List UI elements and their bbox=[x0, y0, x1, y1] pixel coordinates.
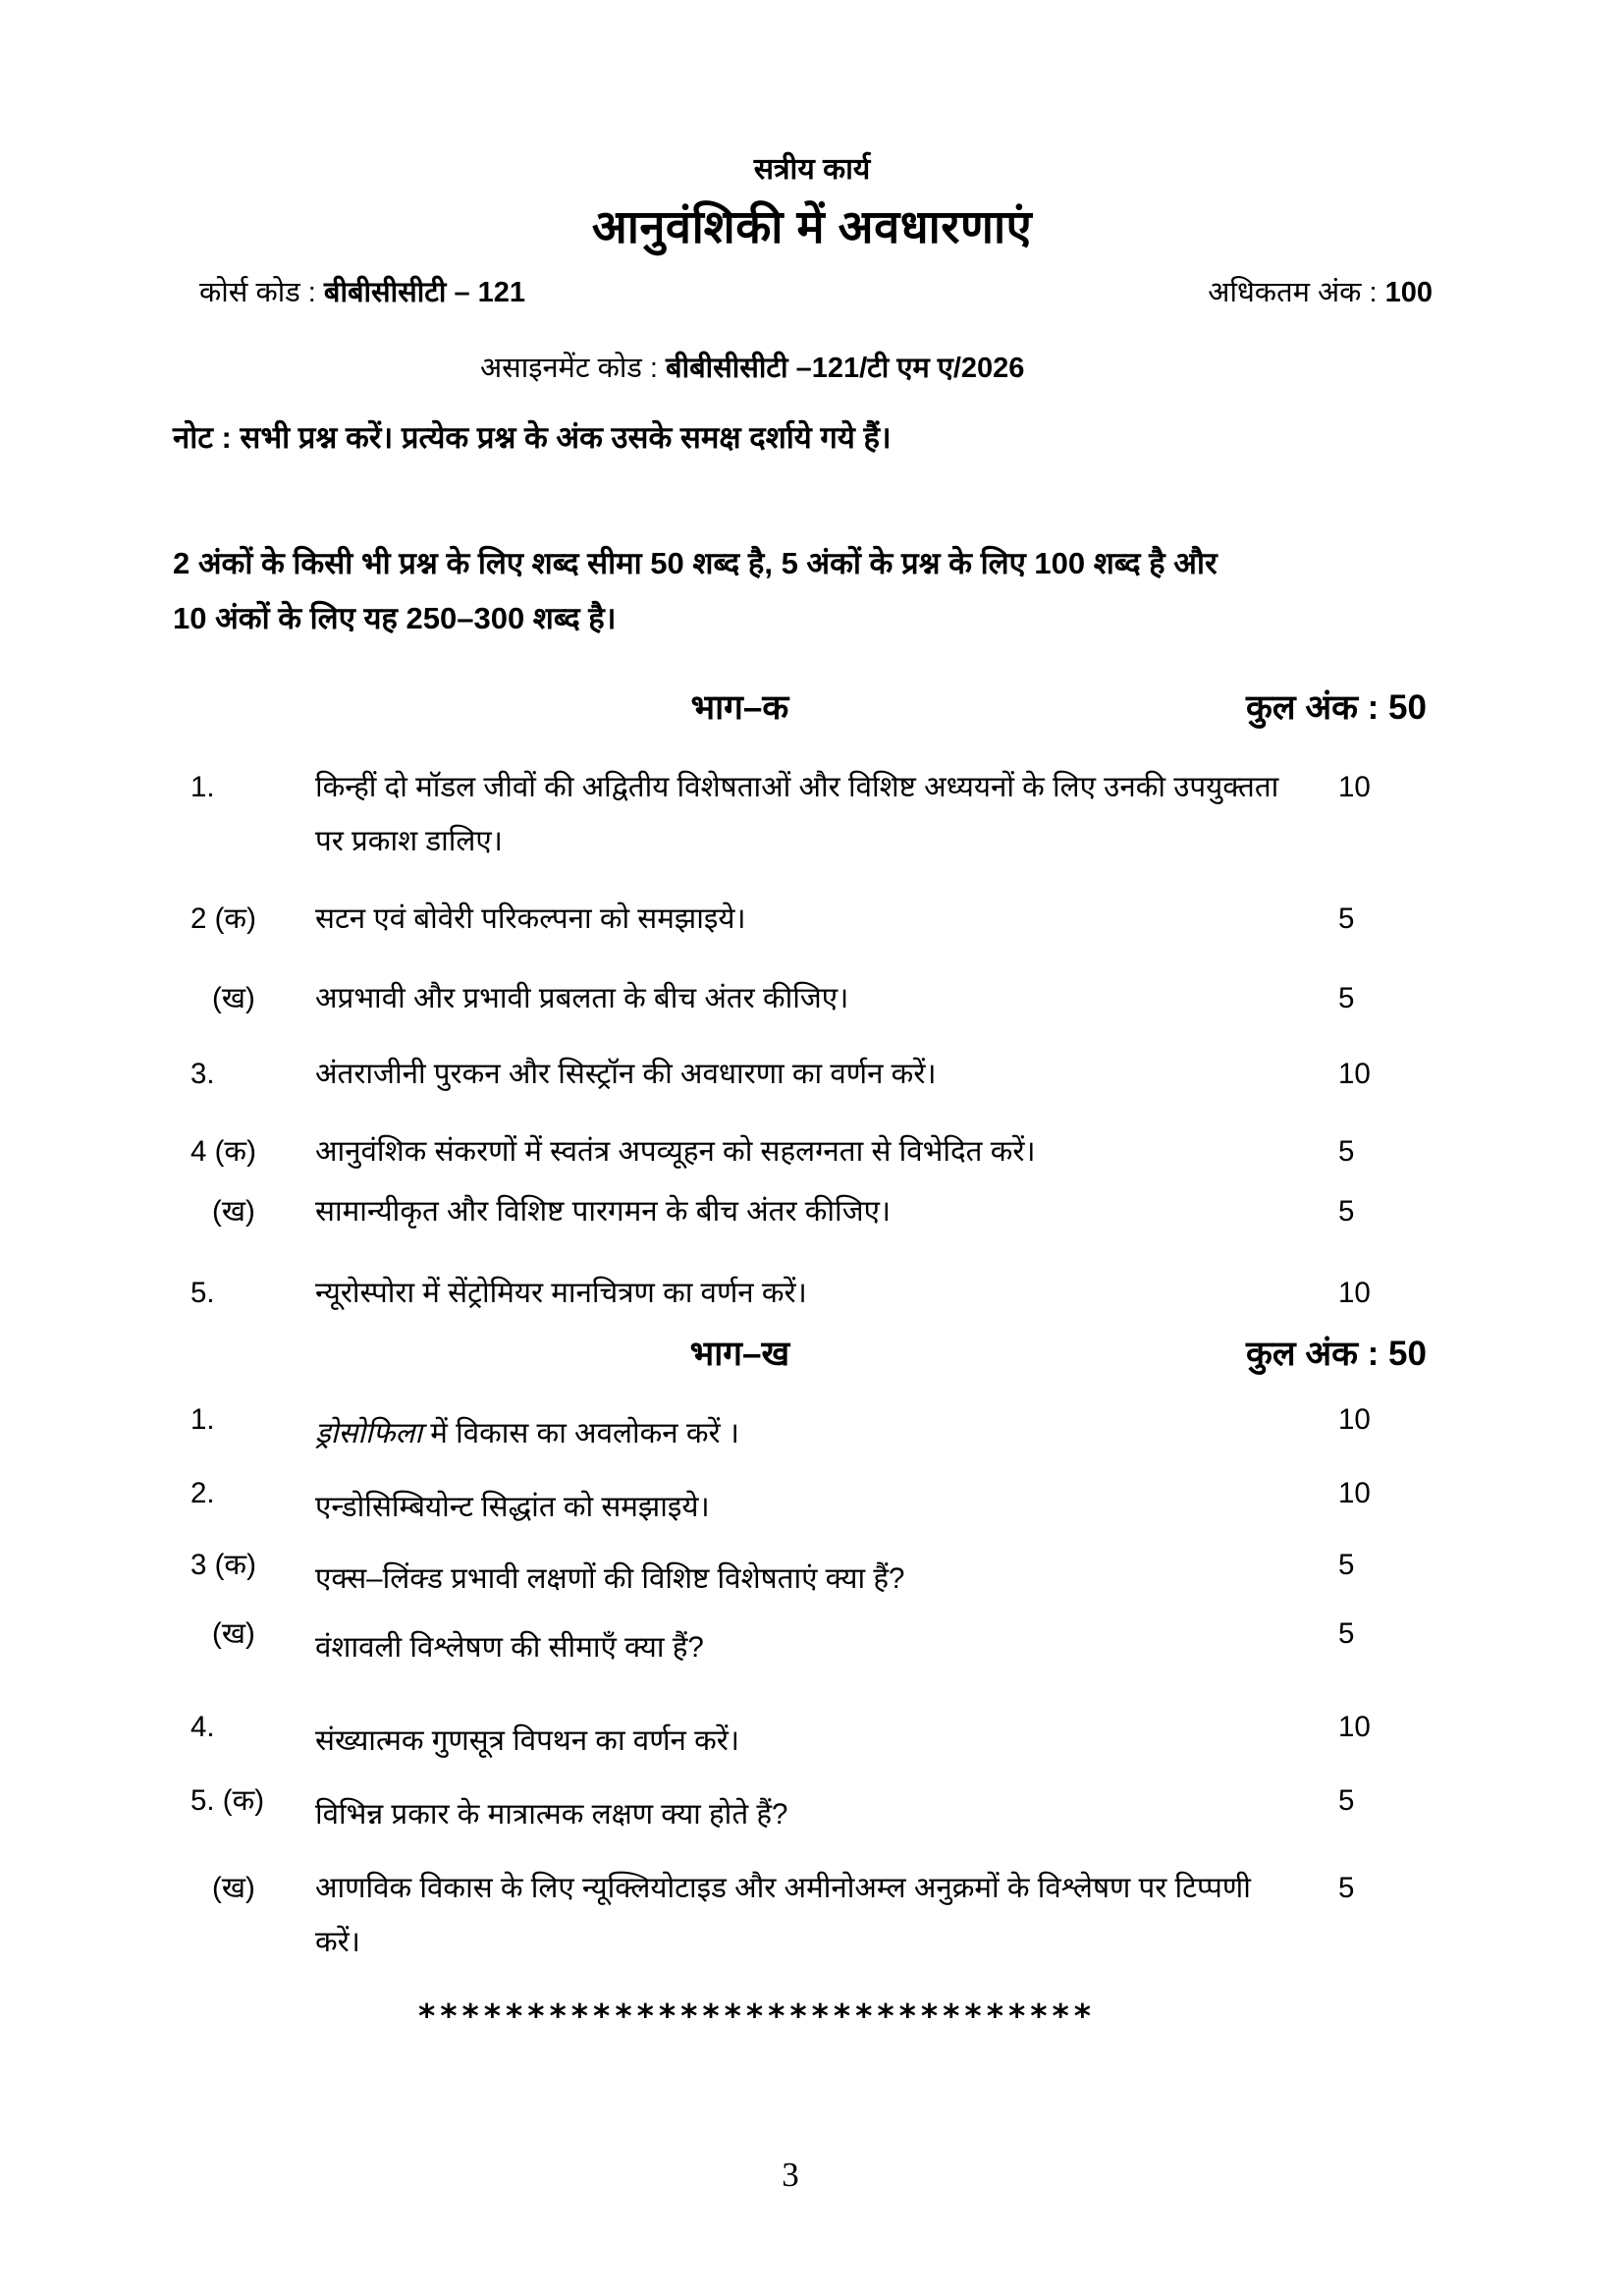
question-marks: 5 bbox=[1338, 1195, 1355, 1228]
question-row bbox=[173, 1861, 1433, 1969]
question-text bbox=[315, 1406, 1315, 1460]
note-line: नोट : सभी प्रश्न करें। प्रत्येक प्रश्न के अंक उसके समक्ष दर्शाये गये हैं। bbox=[173, 420, 892, 455]
question-row bbox=[173, 1124, 1433, 1178]
question-row bbox=[173, 971, 1433, 1025]
question-row bbox=[173, 1711, 1433, 1768]
question-marks: 5 bbox=[1338, 902, 1355, 935]
meta-row bbox=[173, 272, 1433, 310]
question-text: न्यूरोस्पोरा में सेंट्रोमियर मानचित्रण का वर्णन करें। bbox=[315, 1277, 807, 1309]
question-marks: 5 bbox=[1338, 1784, 1355, 1817]
question-number: 2 (क) bbox=[190, 902, 256, 935]
question-number: (ख) bbox=[212, 1617, 255, 1650]
question-number: 5. (क) bbox=[190, 1784, 265, 1817]
question-row bbox=[173, 1617, 1433, 1674]
question-row bbox=[173, 760, 1433, 868]
question-number: 4 (क) bbox=[190, 1135, 256, 1168]
question-text: अंतराजीनी पुरकन और सिस्ट्रॉन की अवधारणा का वर्णन करें। bbox=[315, 1058, 937, 1090]
question-text: सामान्यीकृत और विशिष्ट पारगमन के बीच अंतर कीजिए। bbox=[315, 1195, 892, 1228]
question-text: अप्रभावी और प्रभावी प्रबलता के बीच अंतर कीजिए। bbox=[315, 982, 849, 1014]
question-row bbox=[173, 1403, 1433, 1460]
question-row bbox=[173, 892, 1433, 946]
question-number: (ख) bbox=[212, 1872, 255, 1904]
question-text: वंशावली विश्लेषण की सीमाएँ क्या हैं? bbox=[315, 1631, 704, 1664]
word-limit-paragraph bbox=[173, 536, 1433, 646]
question-row bbox=[173, 1047, 1433, 1101]
question-number: 2. bbox=[190, 1477, 215, 1509]
question-marks: 10 bbox=[1338, 1403, 1371, 1436]
question-number: (ख) bbox=[212, 982, 255, 1014]
question-number: (ख) bbox=[212, 1195, 255, 1228]
document-content bbox=[173, 272, 1433, 2035]
question-row bbox=[173, 1184, 1433, 1238]
word-limit-line-1: 2 अंकों के किसी भी प्रश्न के लिए शब्द सीमा 50 शब्द है, 5 अंकों के प्रश्न के लिए 100 शब्द है और bbox=[173, 546, 1218, 580]
question-text: आनुवंशिक संकरणों में स्वतंत्र अपव्यूहन को सहलग्नता से विभेदित करें। bbox=[315, 1135, 1036, 1168]
question-number: 5. bbox=[190, 1277, 215, 1309]
part-b-heading: भाग–ख bbox=[689, 1335, 790, 1373]
question-text: विभिन्न प्रकार के मात्रात्मक लक्षण क्या होते हैं? bbox=[315, 1798, 788, 1831]
max-marks-value: 100 bbox=[1384, 277, 1433, 308]
question-number: 4. bbox=[190, 1711, 215, 1743]
page-title: आनुवंशिकी में अवधारणाएं bbox=[591, 200, 1033, 252]
question-text: सटन एवं बोवेरी परिकल्पना को समझाइये। bbox=[315, 902, 746, 935]
question-row bbox=[173, 1784, 1433, 1841]
end-of-paper-separator: ******************************* bbox=[418, 1996, 1096, 2035]
course-code-value: बीबीसीसीटी – 121 bbox=[323, 277, 526, 308]
question-text-rest: में विकास का अवलोकन करें । bbox=[422, 1417, 739, 1449]
course-code-label: कोर्स कोड : bbox=[199, 277, 324, 308]
part-b-heading-row bbox=[173, 1330, 1433, 1377]
part-a-heading: भाग–क bbox=[690, 688, 789, 727]
question-row bbox=[173, 1266, 1433, 1320]
assignment-code-label: असाइनमेंट कोड : bbox=[479, 353, 667, 384]
assignment-code-value: बीबीसीसीटी –121/टी एम ए/2026 bbox=[666, 353, 1025, 384]
question-number: 1. bbox=[190, 771, 215, 803]
max-marks-label: अधिकतम अंक : bbox=[1208, 277, 1385, 308]
question-marks: 5 bbox=[1338, 982, 1355, 1014]
question-marks: 5 bbox=[1338, 1135, 1355, 1168]
word-limit-line-2: 10 अंकों के लिए यह 250–300 शब्द है। bbox=[173, 601, 617, 635]
question-marks: 10 bbox=[1338, 1277, 1371, 1309]
part-a-total-marks: कुल अंक : 50 bbox=[1246, 688, 1427, 727]
question-text: एक्स–लिंक्ड प्रभावी लक्षणों की विशिष्ट विशेषताएं क्या हैं? bbox=[315, 1562, 905, 1595]
part-a-heading-row bbox=[173, 683, 1433, 731]
course-code bbox=[199, 272, 525, 310]
max-marks bbox=[1208, 272, 1433, 310]
assignment-code-row bbox=[173, 348, 1433, 387]
question-text: संख्यात्मक गुणसूत्र विपथन का वर्णन करें। bbox=[315, 1724, 740, 1757]
question-text: एन्डोसिम्बियोन्ट सिद्धांत को समझाइये। bbox=[315, 1491, 710, 1523]
question-number: 3. bbox=[190, 1058, 215, 1090]
part-b-total-marks: कुल अंक : 50 bbox=[1246, 1335, 1427, 1373]
page-number: 3 bbox=[782, 2156, 799, 2194]
question-marks: 5 bbox=[1338, 1617, 1355, 1650]
question-marks: 5 bbox=[1338, 1549, 1355, 1581]
question-marks: 10 bbox=[1338, 1711, 1371, 1743]
question-row bbox=[173, 1477, 1433, 1534]
question-marks: 10 bbox=[1338, 771, 1371, 803]
question-number: 3 (क) bbox=[190, 1549, 256, 1581]
question-number: 1. bbox=[190, 1403, 215, 1436]
question-marks: 10 bbox=[1338, 1477, 1371, 1509]
document-subtitle: सत्रीय कार्य bbox=[753, 153, 871, 186]
question-marks: 10 bbox=[1338, 1058, 1371, 1090]
question-text: किन्हीं दो मॉडल जीवों की अद्वितीय विशेषताओं और विशिष्ट अध्ययनों के लिए उनकी उपयुक्तता पर प्रकाश डालिए। bbox=[315, 771, 1279, 857]
question-text: आणविक विकास के लिए न्यूक्लियोटाइड और अमीनोअम्ल अनुक्रमों के विश्लेषण पर टिप्पणी करें। bbox=[315, 1872, 1251, 1958]
italic-organism-name: ड्रोसोफिला bbox=[315, 1417, 423, 1449]
assignment-code bbox=[480, 348, 1024, 386]
question-row bbox=[173, 1549, 1433, 1606]
question-marks: 5 bbox=[1338, 1872, 1355, 1904]
